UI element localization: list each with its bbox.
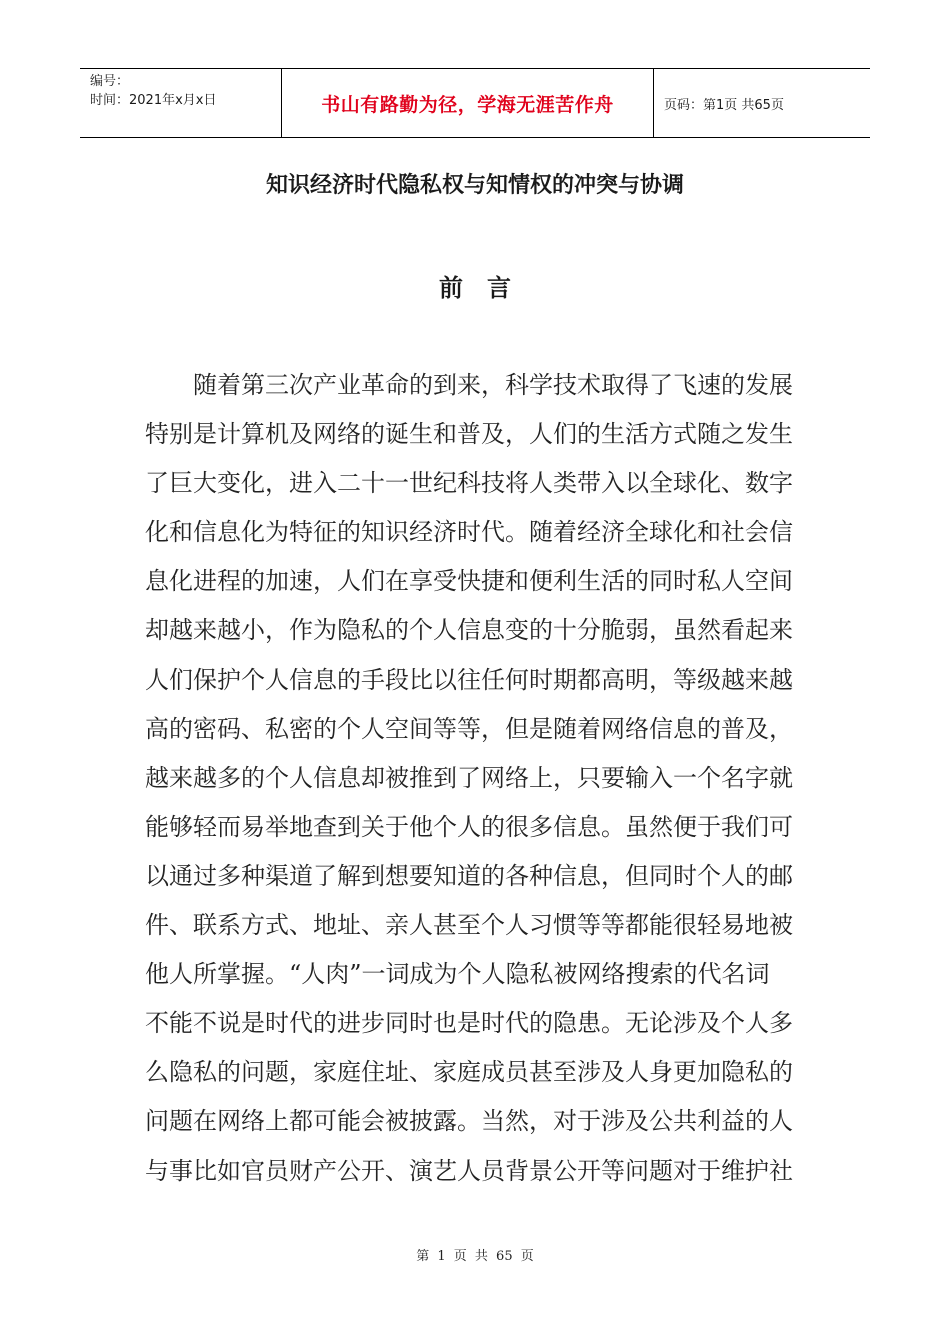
document-title: 知识经济时代隐私权与知情权的冲突与协调 xyxy=(265,173,684,198)
body-paragraph xyxy=(145,361,805,1196)
page-info: 页码：第1页 共65页 xyxy=(664,97,784,113)
paragraph-line: 问题在网络上都可能会被披露。当然，对于涉及公共利益的人 xyxy=(145,1107,793,1136)
motto-text: 书山有路勤为径，学海无涯苦作舟 xyxy=(321,93,614,116)
paragraph-line: 息化进程的加速，人们在享受快捷和便利生活的同时私人空间 xyxy=(145,567,793,596)
header-page-cell xyxy=(654,69,870,137)
header-meta-cell xyxy=(80,69,282,137)
paragraph-line: 高的密码、私密的个人空间等等，但是随着网络信息的普及， xyxy=(145,714,793,743)
paragraph-line: 与事比如官员财产公开、演艺人员背景公开等问题对于维护社 xyxy=(145,1156,793,1185)
paragraph-line: 人们保护个人信息的手段比以往任何时期都高明，等级越来越 xyxy=(145,665,793,694)
paragraph-line: 以通过多种渠道了解到想要知道的各种信息，但同时个人的邮 xyxy=(145,861,793,890)
paragraph-line: 化和信息化为特征的知识经济时代。随着经济全球化和社会信 xyxy=(145,518,793,547)
header-motto-cell xyxy=(282,69,654,137)
paragraph-line: 特别是计算机及网络的诞生和普及，人们的生活方式随之发生 xyxy=(145,420,793,449)
paragraph-line: 越来越多的个人信息却被推到了网络上，只要输入一个名字就 xyxy=(145,763,793,792)
paragraph-line: 了巨大变化，进入二十一世纪科技将人类带入以全球化、数字 xyxy=(145,469,793,498)
paragraph-line: 件、联系方式、地址、亲人甚至个人习惯等等都能很轻易地被 xyxy=(145,911,793,940)
time-label: 时间：2021年x月x日 xyxy=(90,93,217,108)
section-title: 前言 xyxy=(439,274,535,302)
paragraph-line: 么隐私的问题，家庭住址、家庭成员甚至涉及人身更加隐私的 xyxy=(145,1058,793,1087)
number-label: 编号： xyxy=(90,74,130,89)
paragraph-line: 却越来越小，作为隐私的个人信息变的十分脆弱，虽然看起来 xyxy=(145,616,793,645)
page-footer: 第 1 页 共 65 页 xyxy=(416,1249,534,1264)
paragraph-line: 能够轻而易举地查到关于他个人的很多信息。虽然便于我们可 xyxy=(145,812,793,841)
paragraph-line: 他人所掌握。“人肉”一词成为个人隐私被网络搜索的代名词 xyxy=(145,960,770,989)
paragraph-line: 不能不说是时代的进步同时也是时代的隐患。无论涉及个人多 xyxy=(145,1009,793,1038)
header-table xyxy=(80,68,870,138)
paragraph-line: 随着第三次产业革命的到来，科学技术取得了飞速的发展 xyxy=(193,371,793,399)
